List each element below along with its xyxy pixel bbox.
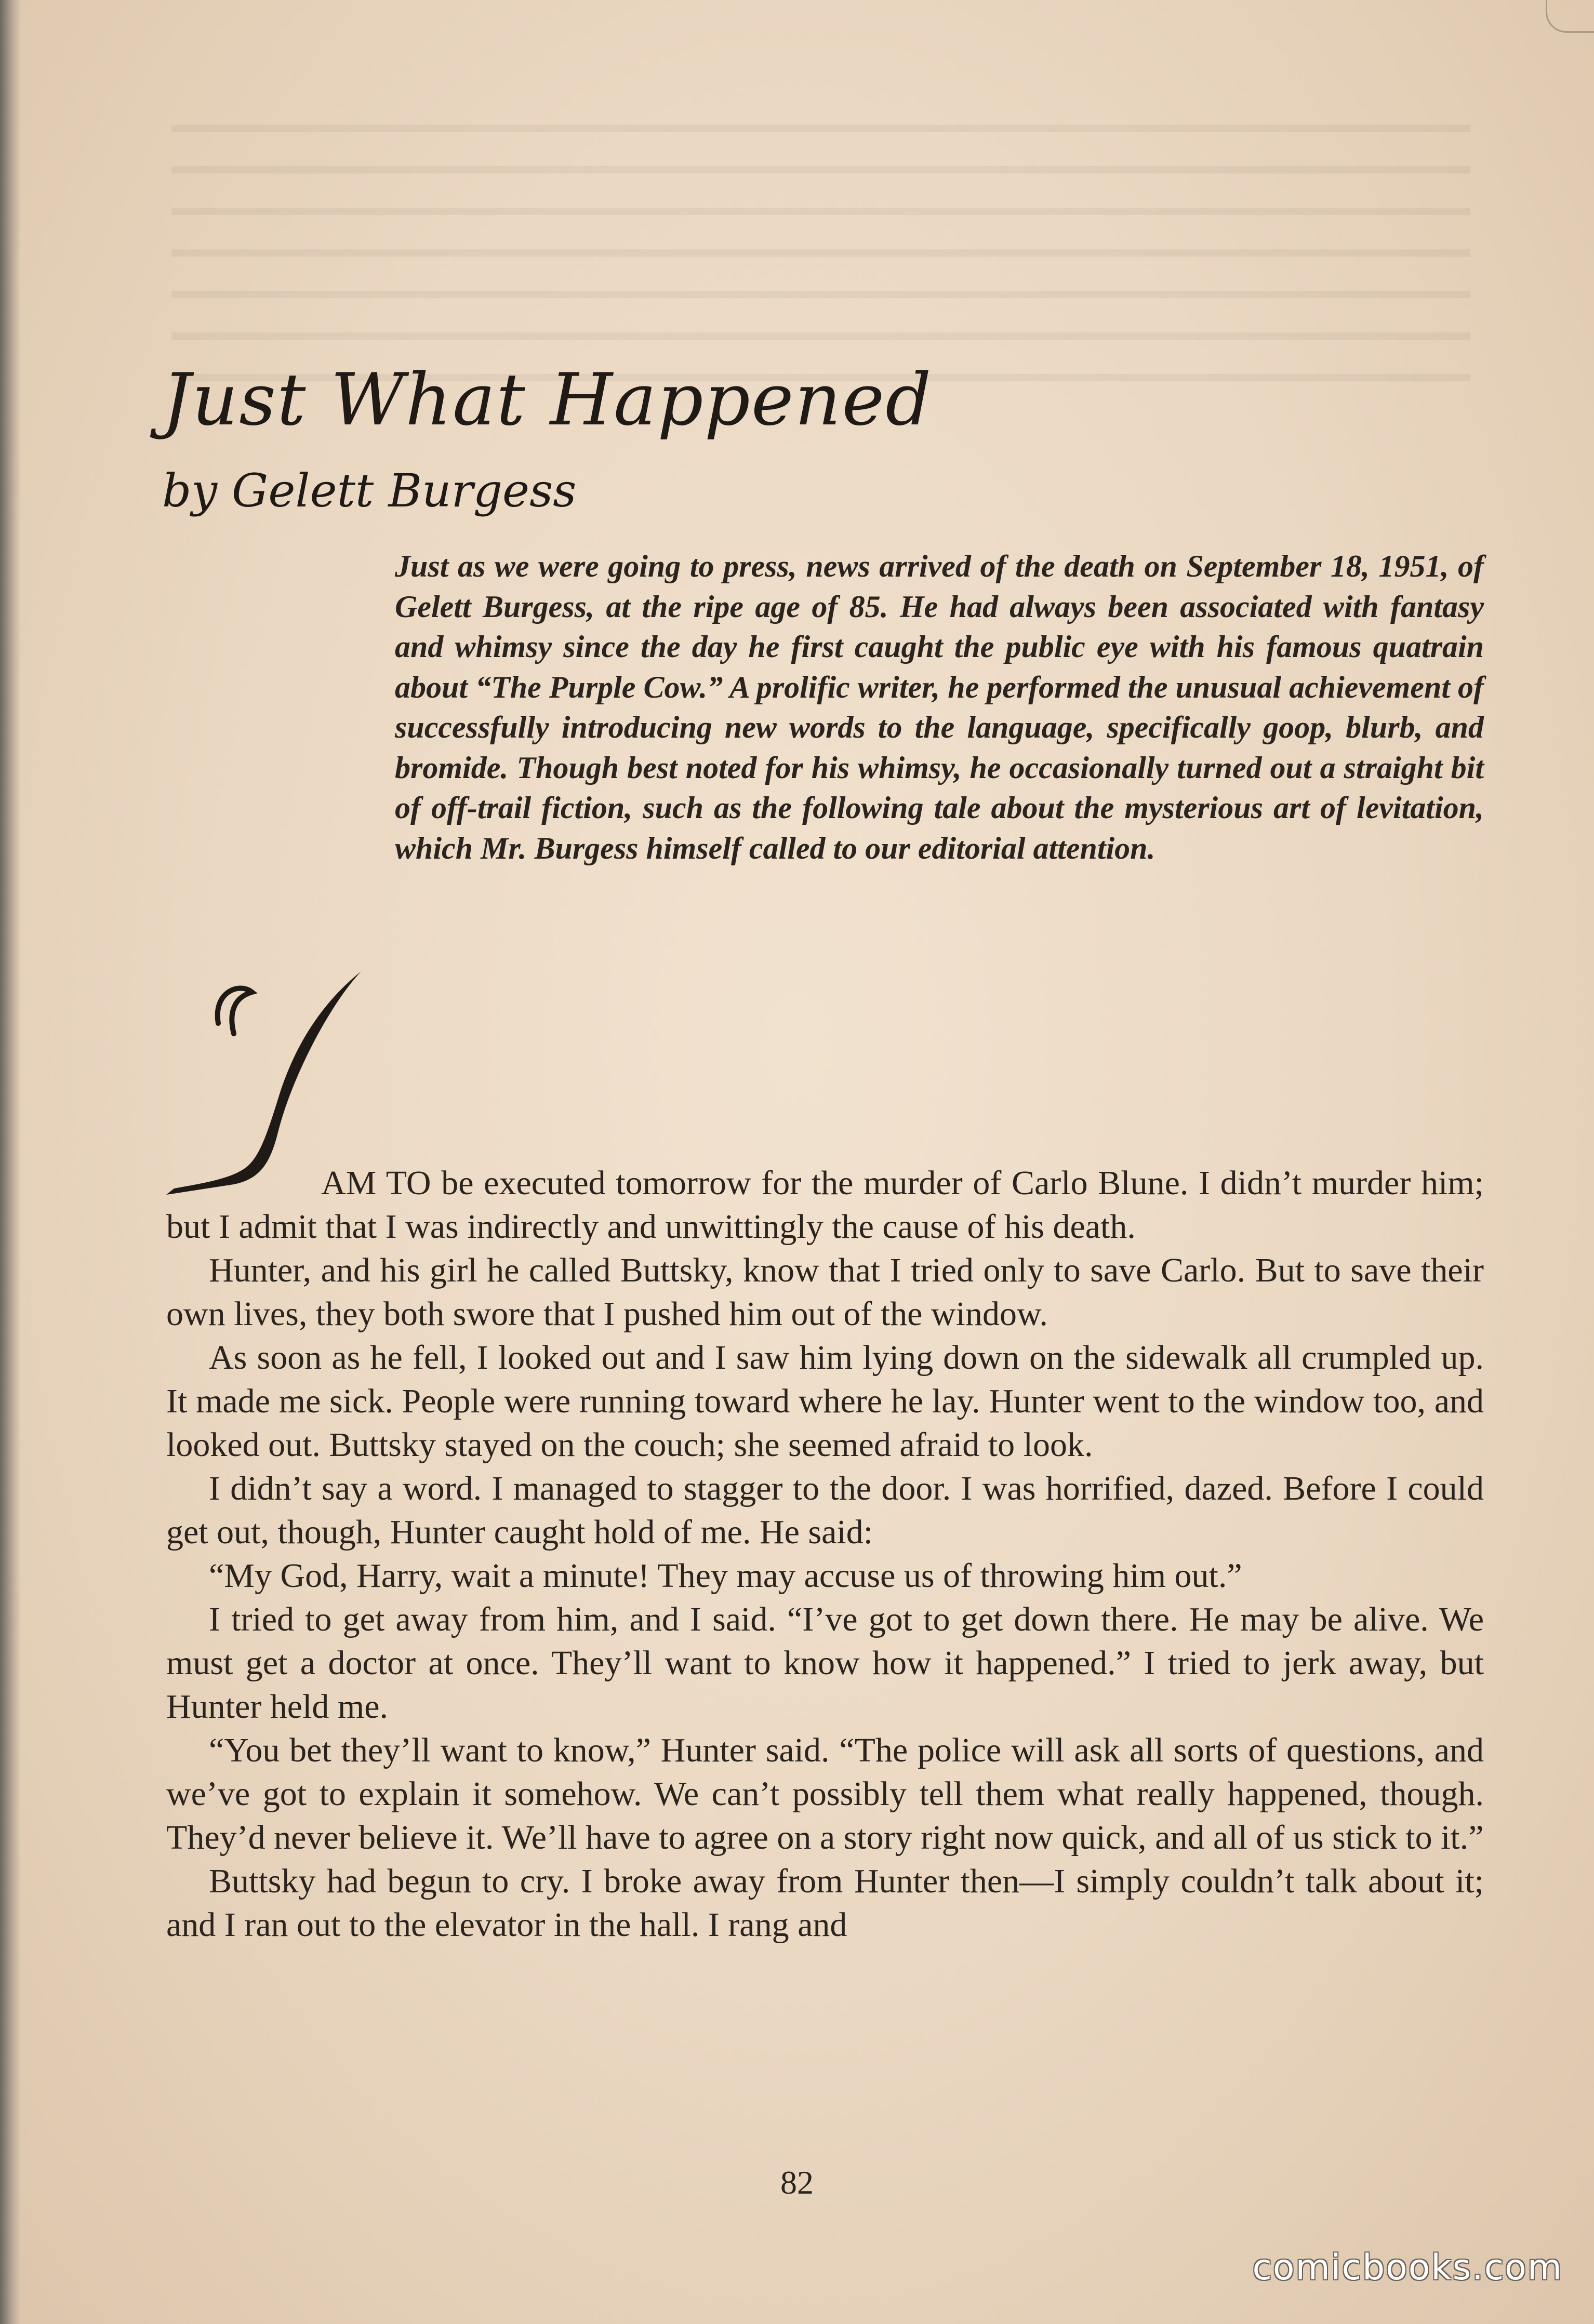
corner-crease [1546,0,1594,33]
article-byline: by Gelett Burgess [162,464,577,517]
story-paragraph: I didn’t say a word. I managed to stagger to the door. I was horrified, dazed. Before I could get out, though, Hunter caught hold of me. He said: [166,1470,1484,1551]
story-paragraph: As soon as he fell, I looked out and I saw him lying down on the sidewalk all crumpled up. It made me sick. People were running toward where he lay. Hunter went to the window too, and looked out. Buttsky stayed on the couch; she seemed afraid to look. [166,1339,1484,1464]
story-body [166,1161,1484,1947]
article-title: Just What Happened [162,358,933,442]
editorial-intro [395,546,1484,869]
story-paragraph: Hunter, and his girl he called Buttsky, know that I tried only to save Carlo. But to save their own lives, they both swore that I pushed him out of the window. [166,1251,1484,1333]
story-paragraph: Buttsky had begun to cry. I broke away from Hunter then—I simply couldn’t talk about it; and I ran out to the elevator in the hall. I rang and [166,1862,1484,1944]
intro-paragraph: Just as we were going to press, news arrived of the death on September 18, 1951, of Gelett Burgess, at the ripe age of 85. He had always been associated with fantasy and whimsy since the day he first caught the public eye with his famous quatrain about “The Purple Cow.” A prolific writer, he performed the unusual achievement of successfully introducing new words to the language, specifically goop, blurb, and bromide. Though best noted for his whimsy, he occasionally turned out a straight bit of off-trail fiction, such as the following tale about the mysterious art of levitation, which Mr. Burgess himself called to our editorial attention. [395,549,1484,865]
page-number: 82 [780,2164,814,2201]
show-through-text [171,125,1470,384]
page-edge-shadow [0,0,21,2324]
watermark-logo: comicbooks.com [1252,2247,1563,2288]
story-paragraph: “My God, Harry, wait a minute! They may accuse us of throwing him out.” [209,1557,1242,1595]
story-paragraph [166,1161,1484,1249]
story-paragraph: I tried to get away from him, and I said. “I’ve got to get down there. He may be alive. We must get a doctor at once. They’ll want to know how it happened.” I tried to jerk away, but Hunter held me. [166,1600,1484,1726]
story-paragraph-text: AM TO be executed tomorrow for the murder of Carlo Blune. I didn’t murder him; but I admit that I was indirectly and unwittingly the cause of his death. [166,1164,1484,1246]
story-paragraph: “You bet they’ll want to know,” Hunter said. “The police will ask all sorts of questions, and we’ve got to explain it somehow. We can’t possibly tell them what really happened, though. They’d never believe it. We’ll have to agree on a story right now quick, and all of us stick to it.” [166,1731,1484,1856]
